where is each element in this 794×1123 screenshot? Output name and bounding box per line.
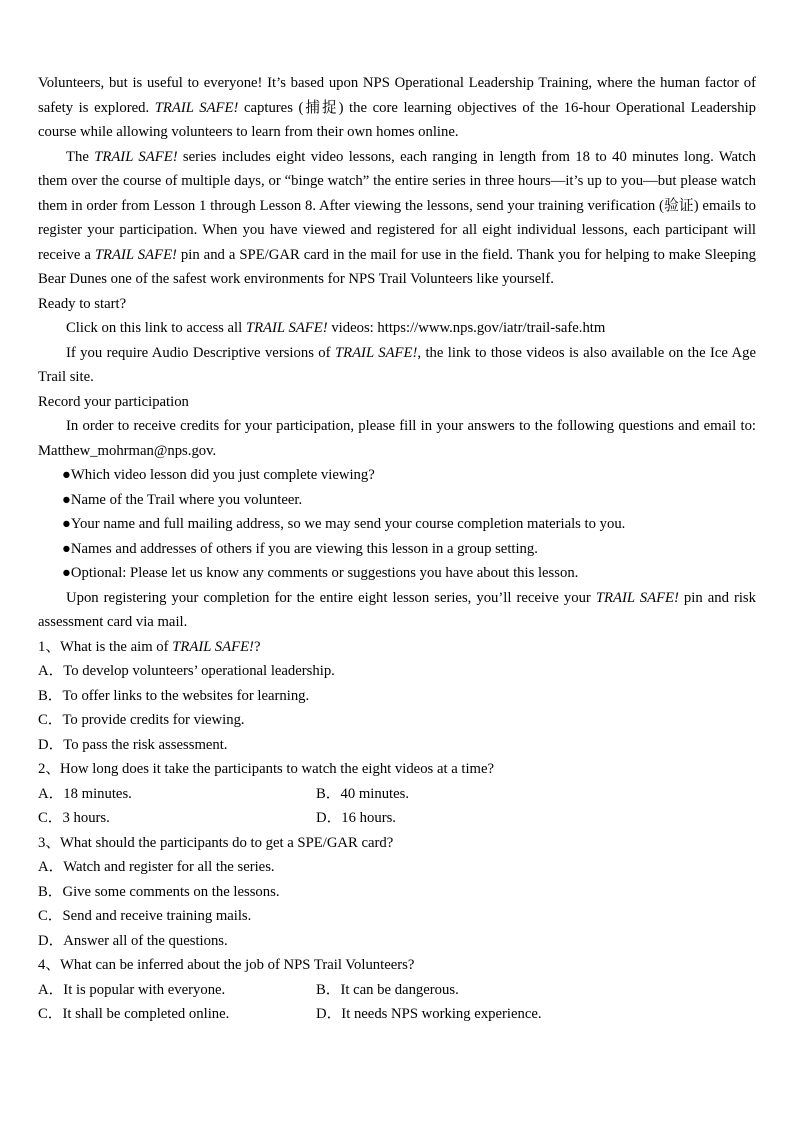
option-a [38,978,316,1003]
url-text: https://www.nps.gov/iatr/trail-safe.htm [377,320,606,336]
option-label: D． [38,932,64,949]
option-label: A． [38,981,64,998]
bullet-text: Which video lesson did you just complete viewing? [70,467,375,483]
option-label: C． [38,712,63,728]
option-row [38,782,756,807]
question-number: 1、 [38,638,61,655]
option-row [38,1002,756,1027]
question-stem [38,953,756,978]
paragraph-link [38,316,756,341]
paragraph-series [38,145,756,292]
text-segment: videos: [327,320,378,336]
option-c [38,708,756,733]
paragraph-registering [38,586,756,635]
email-text: Matthew_mohrman@nps.gov. [38,442,217,459]
bullet-icon: ● [62,467,71,483]
paragraph-email [38,414,756,463]
text-segment: Volunteers, but is useful to everyone! It’s based upon NPS Operational Leadership Training, where the human factor of safety is explored. [38,75,756,116]
bullet-item [38,488,756,513]
paragraph-record-heading [38,390,756,415]
text-segment: ? [253,638,261,655]
option-label: C． [38,810,63,826]
option-text: 16 hours. [341,810,396,826]
question-2 [38,757,756,831]
text-segment: What can be inferred about the job of NPS Trail Volunteers? [60,957,415,973]
text-segment: captures (捕捉) the core learning objectives of the 16-hour Operational Leadership course while allowing volunteers to learn from their own homes online. [38,99,756,140]
option-text: It is popular with everyone. [63,981,226,998]
option-label: B． [38,883,63,900]
text-segment: The [66,148,95,165]
option-text: To provide credits for viewing. [62,712,245,728]
option-row [38,806,756,831]
question-3 [38,831,756,954]
option-text: Send and receive training mails. [62,908,252,924]
text-segment-italic: TRAIL SAFE! [595,589,679,606]
bullet-icon: ● [62,565,71,581]
bullet-text: Names and addresses of others if you are viewing this lesson in a group setting. [70,540,538,557]
text-segment-italic: TRAIL SAFE! [172,638,254,655]
option-text: To develop volunteers’ operational leadership. [63,663,335,679]
option-label: B． [38,687,63,704]
option-label: B． [316,785,341,802]
option-text: Watch and register for all the series. [63,859,275,875]
text-segment: pin and a SPE/GAR card in the mail for use in the field. Thank you for helping to make Sleeping Bear Dunes one of the safest work environments for NPS Trail Volunteers like yourself. [38,246,756,287]
option-b [316,782,409,807]
option-label: C． [38,1006,63,1022]
question-1 [38,635,756,758]
text-segment: What should the participants do to get a SPE/GAR card? [60,834,394,851]
option-label: A． [38,663,64,679]
option-d [38,733,756,758]
question-stem [38,757,756,782]
option-label: B． [316,981,341,998]
option-a [38,855,756,880]
text-segment-italic: TRAIL SAFE! [245,320,328,336]
option-b [316,978,459,1003]
option-b [38,684,756,709]
question-number: 2、 [38,761,61,777]
option-text: Give some comments on the lessons. [62,883,280,900]
question-stem [38,831,756,856]
text-segment: , the link to those videos is also available on the Ice Age Trail site. [38,344,756,385]
bullet-item [38,512,756,537]
option-d [316,1002,542,1027]
option-d [316,806,396,831]
option-label: D． [38,736,64,753]
option-row [38,978,756,1003]
option-a [38,782,316,807]
option-label: C． [38,908,63,924]
text-segment-italic: TRAIL SAFE! [334,344,418,361]
option-text: It can be dangerous. [340,981,459,998]
option-text: To offer links to the websites for learning. [62,687,310,704]
bullet-item [38,561,756,586]
text-segment-italic: TRAIL SAFE! [94,246,177,263]
text-segment: How long does it take the participants to watch the eight videos at a time? [60,761,495,777]
text-segment-italic: TRAIL SAFE! [94,148,178,165]
text-segment: Record your participation [38,393,189,410]
text-segment: What is the aim of [60,638,173,655]
bullet-text: Name of the Trail where you volunteer. [70,491,303,508]
question-stem [38,635,756,660]
option-b [38,880,756,905]
option-label: D． [316,1006,342,1022]
option-label: A． [38,859,64,875]
option-text: It shall be completed online. [62,1006,230,1022]
option-label: D． [316,810,342,826]
bullet-item [38,537,756,562]
option-text: 18 minutes. [63,785,132,802]
paragraph-audio [38,341,756,390]
text-segment: In order to receive credits for your participation, please fill in your answers to the following questions and email to: [66,418,756,434]
option-label: A． [38,785,64,802]
question-number: 4、 [38,957,61,973]
option-text: 40 minutes. [340,785,410,802]
text-segment: Click on this link to access all [66,320,246,336]
option-text: To pass the risk assessment. [63,736,228,753]
text-segment: pin and risk assessment card via mail. [38,589,756,630]
bullet-icon: ● [62,516,71,532]
text-segment-italic: TRAIL SAFE! [154,99,239,116]
option-text: It needs NPS working experience. [341,1006,542,1022]
text-segment: Ready to start? [38,295,127,312]
bullet-item [38,463,756,488]
option-text: Answer all of the questions. [63,932,228,949]
question-number: 3、 [38,834,61,851]
option-a [38,659,756,684]
bullet-text: Optional: Please let us know any comments or suggestions you have about this lesson. [70,565,579,581]
bullet-text: Your name and full mailing address, so we may send your course completion materials to you. [70,516,626,532]
text-segment: Upon registering your completion for the entire eight lesson series, you’ll receive your [66,589,596,606]
option-c [38,904,756,929]
option-c [38,806,316,831]
text-segment: If you require Audio Descriptive versions of [66,344,335,361]
option-d [38,929,756,954]
option-c [38,1002,316,1027]
bullet-list [38,463,756,586]
question-4 [38,953,756,1027]
bullet-icon: ● [62,491,71,508]
bullet-icon: ● [62,540,71,557]
paragraph-intro [38,71,756,145]
text-segment: series includes eight video lessons, each ranging in length from 18 to 40 minutes long. Watch them over the course of multiple days, or “binge watch” the entire series in three hours—it’s up to you—but please watch them in order from Lesson 1 through Lesson 8. After viewing the lessons, send your training verification (验证) emails to register your participation. When you have viewed and registered for all eight individual lessons, each participant will receive a [38,148,756,263]
paragraph-ready [38,292,756,317]
option-text: 3 hours. [62,810,110,826]
